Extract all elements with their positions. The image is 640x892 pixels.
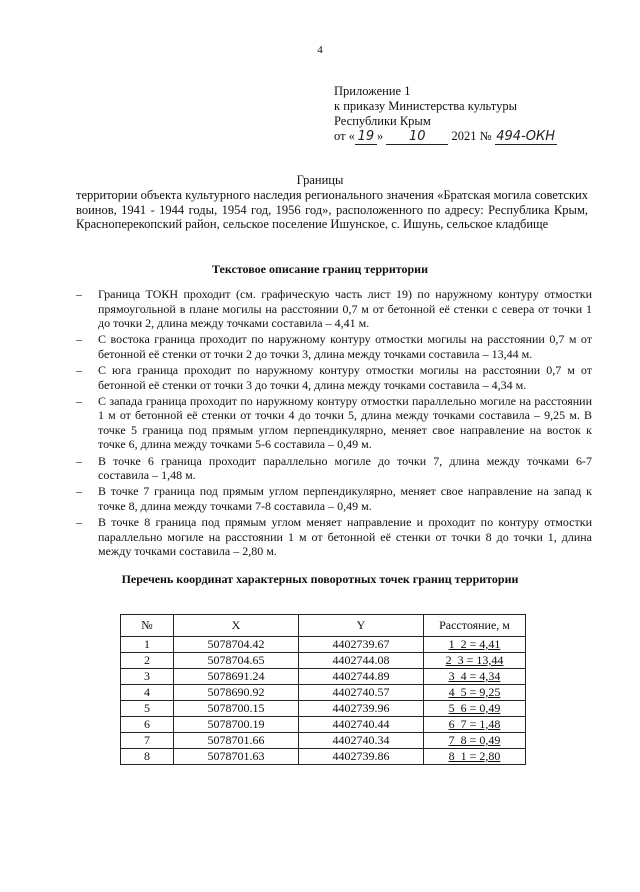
list-item — [76, 515, 592, 559]
bullet-dash: – — [76, 362, 82, 377]
cell-distance — [424, 701, 526, 717]
table-header-row — [121, 615, 526, 637]
order-number: 494-ОКН — [496, 129, 555, 144]
paragraph-text: С юга граница проходит по наружному контуру отмостки могилы на расстоянии 0,7 м от бетонной её стенки от точки 3 до точки 4, длина между точками составила – 4,34 м. — [98, 362, 592, 392]
list-item — [76, 394, 592, 452]
boundary-description-list — [76, 287, 592, 560]
cell-y: 4402740.57 — [299, 685, 424, 701]
list-item — [76, 454, 592, 483]
distance-value: 2_3 = 13,44 — [445, 653, 504, 667]
table-row — [121, 685, 526, 701]
bullet-dash: – — [76, 484, 82, 499]
cell-x: 5078700.19 — [174, 717, 299, 733]
cell-distance — [424, 733, 526, 749]
distance-value: 7_8 = 0,49 — [448, 733, 501, 747]
intro-text: территории объекта культурного наследия регионального значения «Братская могила советских воинов, 1941 - 1944 годы, 1954 год, 1956 год», расположенного по адресу: Республика Крым, Красноперекопский район, сельское поселение Ишунское, с. Ишунь, сельское кладбище — [76, 188, 588, 231]
appendix-line-2: к приказу Министерства культуры — [334, 99, 517, 113]
bullet-dash: – — [76, 393, 82, 408]
appendix-date-line — [334, 129, 557, 145]
bullet-dash: – — [76, 287, 82, 301]
table-row — [121, 653, 526, 669]
paragraph-text: Граница ТОКН проходит (см. графическую часть лист 19) по наружному контуру отмостки прямоугольной в плане могилы на расстоянии 0,7 м от бетонной её стенки с севера от точки 1 до точки 2, длина между точками составила – 4,41 м. — [98, 287, 592, 331]
date-month: 10 — [386, 129, 448, 145]
section-title-description: Текстовое описание границ территории — [211, 262, 429, 276]
cell-distance — [424, 685, 526, 701]
table-row — [121, 701, 526, 717]
cell-distance — [424, 749, 526, 765]
cell-number: 7 — [121, 733, 174, 749]
table-row — [121, 733, 526, 749]
distance-value: 5_6 = 0,49 — [448, 701, 501, 715]
date-year: 2021 № — [451, 129, 492, 143]
list-item — [76, 332, 592, 361]
cell-y: 4402744.89 — [299, 669, 424, 685]
cell-number: 2 — [121, 653, 174, 669]
paragraph-text: В точке 6 граница проходит параллельно могиле до точки 7, длина между точками 6-7 составила – 1,48 м. — [98, 453, 592, 483]
cell-x: 5078701.63 — [174, 749, 299, 765]
cell-x: 5078690.92 — [174, 685, 299, 701]
bullet-dash: – — [76, 514, 82, 529]
coordinates-table — [120, 614, 526, 765]
paragraph-text: В точке 8 граница под прямым углом меняет направление и проходит по контуру отмостки параллельно могиле на расстоянии 1 м от бетонной её стенки от точки 8 до точки 1, длина между точками составила – 2,80 м. — [98, 514, 592, 559]
cell-y: 4402739.67 — [299, 637, 424, 653]
list-item — [76, 287, 592, 331]
cell-x: 5078704.65 — [174, 653, 299, 669]
header-distance: Расстояние, м — [424, 615, 526, 637]
table-row — [121, 669, 526, 685]
cell-x: 5078704.42 — [174, 637, 299, 653]
appendix-line-3: Республики Крым — [334, 114, 431, 128]
cell-number: 3 — [121, 669, 174, 685]
cell-x: 5078691.24 — [174, 669, 299, 685]
cell-y: 4402740.44 — [299, 717, 424, 733]
cell-number: 8 — [121, 749, 174, 765]
cell-y: 4402739.86 — [299, 749, 424, 765]
paragraph-text: В точке 7 граница под прямым углом перпендикулярно, меняет свое направление на запад к точке 8, длина между точками 7-8 составила – 0,49 м. — [98, 484, 592, 513]
distance-value: 4_5 = 9,25 — [448, 685, 501, 699]
cell-number: 6 — [121, 717, 174, 733]
header-x: X — [174, 615, 299, 637]
cell-x: 5078700.15 — [174, 701, 299, 717]
header-number: № — [121, 615, 174, 637]
list-item — [76, 484, 592, 513]
table-row — [121, 749, 526, 765]
cell-number: 5 — [121, 701, 174, 717]
page-number: 4 — [317, 44, 323, 56]
cell-y: 4402739.96 — [299, 701, 424, 717]
date-day: 19 — [355, 129, 377, 145]
cell-distance — [424, 717, 526, 733]
cell-number: 4 — [121, 685, 174, 701]
header-y: Y — [299, 615, 424, 637]
cell-y: 4402740.34 — [299, 733, 424, 749]
appendix-line-1: Приложение 1 — [334, 84, 411, 98]
date-day-suffix: » — [376, 129, 384, 143]
paragraph-text: С востока граница проходит по наружному контуру отмостки могилы на расстоянии 0,7 м от бетонной её стенки от точки 2 до точки 3, длина между точками составила – 13,44 м. — [98, 332, 592, 361]
distance-value: 8_1 = 2,80 — [448, 749, 501, 763]
distance-value: 1_2 = 4,41 — [448, 637, 501, 651]
table-row — [121, 637, 526, 653]
cell-distance — [424, 669, 526, 685]
bullet-dash: – — [76, 453, 82, 468]
cell-number: 1 — [121, 637, 174, 653]
bullet-dash: – — [76, 332, 82, 347]
cell-y: 4402744.08 — [299, 653, 424, 669]
date-prefix: от « — [334, 129, 355, 143]
document-heading: Границы — [296, 173, 344, 187]
distance-value: 6_7 = 1,48 — [448, 717, 501, 731]
section-title-coordinates: Перечень координат характерных поворотных точек границ территории — [121, 572, 519, 586]
cell-distance — [424, 653, 526, 669]
cell-distance — [424, 637, 526, 653]
paragraph-text: С запада граница проходит по наружному контуру отмостки параллельно могиле на расстоянии 1 м от бетонной её стенки от точки 4 до точки 5, длина между точками составила – 9,25 м. В точке 5 граница под прямым углом перпендикулярно, меняет свое направление на восток к точке 6, длина между точками 5-6 составила – 0,49 м. — [98, 393, 592, 452]
cell-x: 5078701.66 — [174, 733, 299, 749]
distance-value: 3_4 = 4,34 — [448, 669, 501, 683]
list-item — [76, 363, 592, 392]
appendix-header — [334, 84, 557, 145]
table-row — [121, 717, 526, 733]
